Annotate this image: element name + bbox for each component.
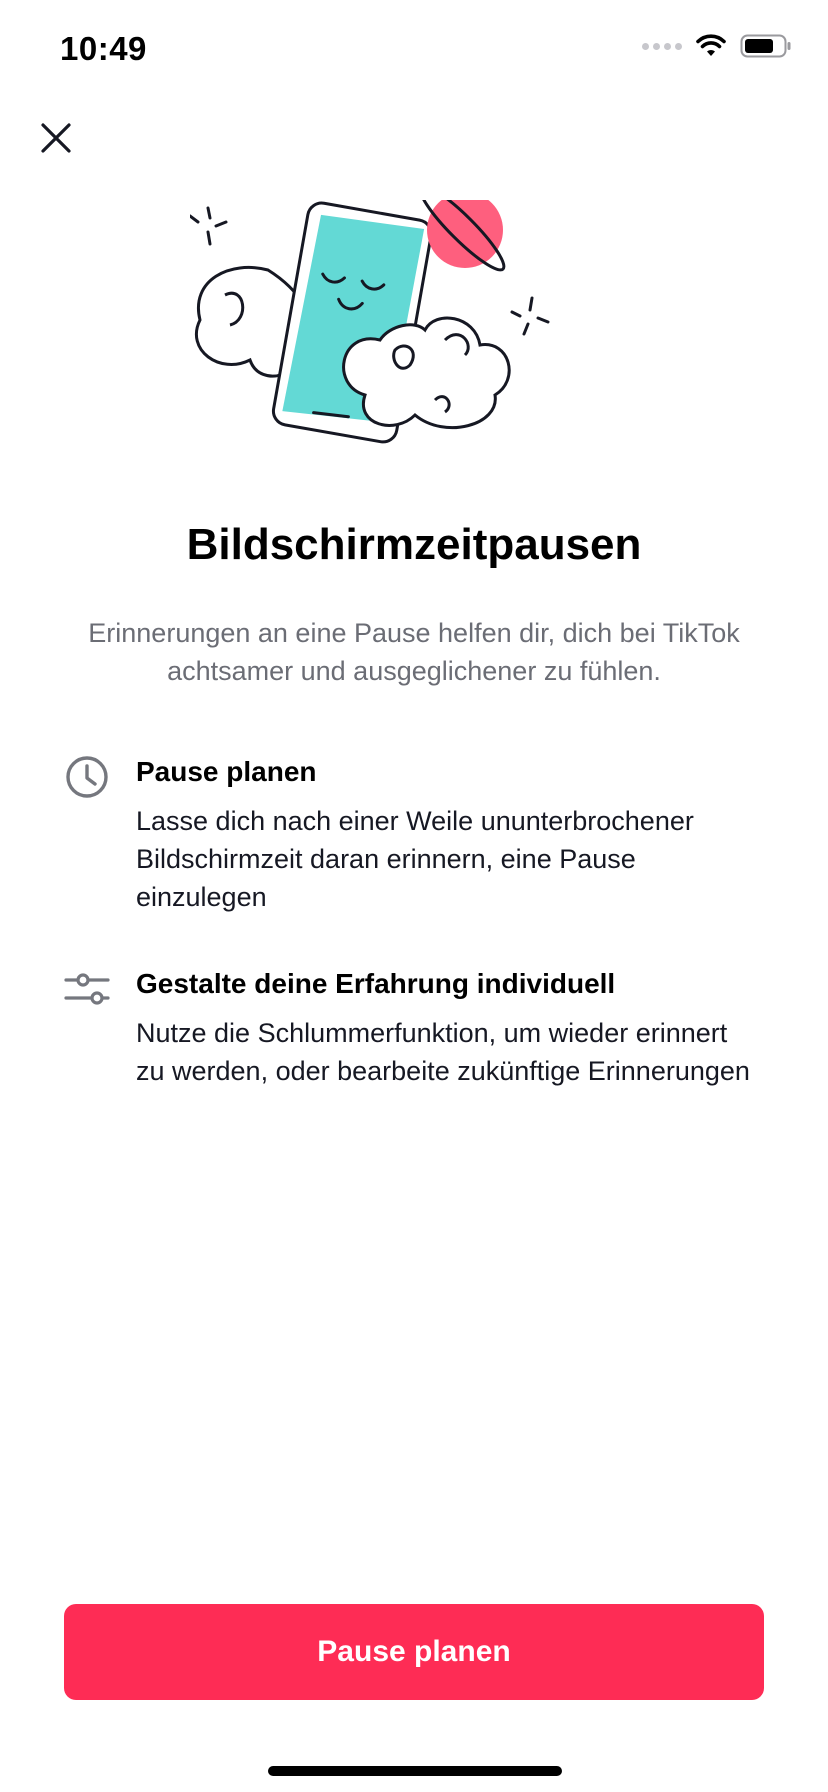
page-subtitle: Erinnerungen an eine Pause helfen dir, dich bei TikTok achtsamer und ausgeglichener zu fühlen.: [88, 618, 740, 686]
signal-dots-icon: [642, 43, 682, 50]
close-button[interactable]: [34, 116, 78, 160]
feature-description: Nutze die Schlummerfunktion, um wieder erinnert zu werden, oder bearbeite zukünftige Erinnerungen: [136, 1018, 750, 1086]
hero-illustration: [190, 200, 630, 500]
wifi-icon: [696, 34, 726, 58]
sparkle-left-icon: [190, 208, 226, 244]
status-time: 10:49: [60, 30, 147, 67]
home-indicator: [268, 1766, 562, 1776]
feature-title: Pause planen: [136, 756, 317, 787]
status-bar: [0, 0, 828, 100]
feature-description: Lasse dich nach einer Weile ununterbrochener Bildschirmzeit daran erinnern, eine Pause einzulegen: [136, 806, 694, 912]
battery-icon: [740, 34, 792, 58]
close-icon: [40, 122, 72, 154]
feature-title: Gestalte deine Erfahrung individuell: [136, 968, 616, 999]
status-icons: [642, 34, 792, 58]
sparkle-right-icon: [512, 298, 548, 334]
sliders-icon: [64, 966, 110, 1012]
planet: [427, 200, 503, 268]
clock-icon: [64, 754, 110, 800]
schedule-break-button[interactable]: Pause planen: [64, 1604, 764, 1700]
page-title: Bildschirmzeitpausen: [186, 520, 642, 569]
